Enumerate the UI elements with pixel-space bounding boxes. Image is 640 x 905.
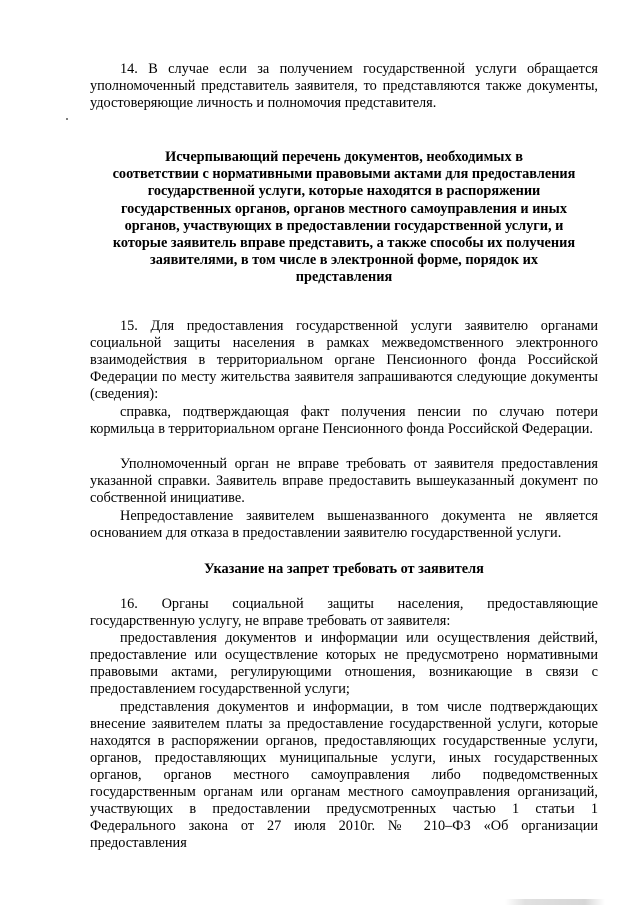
heading-line: государственной услуги, которые находятся в распоряжении xyxy=(147,183,541,200)
heading-line: Исчерпывающий перечень документов, необходимых в xyxy=(165,149,523,165)
scan-mark xyxy=(66,118,68,120)
paragraph-15: 15. Для предоставления государственной услуги заявителю органами социальной защиты населения в рамках межведомственного электронного взаимодействия в территориальном органе Пенсионного фонда Российской Федерации по месту жительства заявителя запрашиваются следующие документы (сведения): xyxy=(90,318,598,402)
paragraph-15-item: справка, подтверждающая факт получения пенсии по случаю потери кормильца в территориальном органе Пенсионного фонда Российской Федерации. xyxy=(90,404,598,437)
heading-line: представления xyxy=(295,269,393,286)
paragraph-16-item-2: представления документов и информации, в том числе подтверждающих внесение заявителем платы за предоставление государственной услуги, которые находятся в распоряжении органов, предоставляющих государственные услуги, органов, предоставляющих муниципальные услуги, иных государственных органов, органов местного самоуправления либо подведомственных государственным органам или органам местного самоуправления организаций, участвующих в предоставлении предусмотренных частью 1 статьи 1 Федерального закона от 27 июля 2010г. № 210–ФЗ «Об организации предоставления xyxy=(90,699,598,851)
heading-line: органов, участвующих в предоставлении государственной услуги, и xyxy=(124,217,564,234)
paragraph-16-item-1: предоставления документов и информации или осуществления действий, предоставление или осуществление которых не предусмотрено нормативными правовыми актами, регулирующими отношения, возникающие в связи с предоставлением государственной услуги; xyxy=(90,630,598,697)
paragraph-14: 14. В случае если за получением государственной услуги обращается уполномоченный представитель заявителя, то представляются также документы, удостоверяющие личность и полномочия представителя. xyxy=(90,61,598,111)
heading-line: государственных органов, органов местного самоуправления и иных xyxy=(121,200,567,217)
heading-line: которые заявитель вправе представить, а также способы их получения xyxy=(112,235,576,252)
heading-line: соответствии с нормативными правовыми актами для предоставления xyxy=(112,166,576,183)
section-heading-documents xyxy=(90,149,598,287)
paragraph-15-note-2: Непредоставление заявителем вышеназванного документа не является основанием для отказа в предоставлении заявителю государственной услуги. xyxy=(90,508,598,541)
section-heading-prohibition: Указание на запрет требовать от заявителя xyxy=(204,561,484,577)
paragraph-15-note-1: Уполномоченный орган не вправе требовать от заявителя предоставления указанной справки. Заявитель вправе предоставить вышеуказанный документ по собственной инициативе. xyxy=(90,456,598,506)
paragraph-16: 16. Органы социальной защиты населения, предоставляющие государственную услугу, не вправе требовать от заявителя: xyxy=(90,596,598,629)
scan-edge-artifact xyxy=(505,899,605,905)
heading-line: заявителями, в том числе в электронной форме, порядок их xyxy=(150,252,538,269)
